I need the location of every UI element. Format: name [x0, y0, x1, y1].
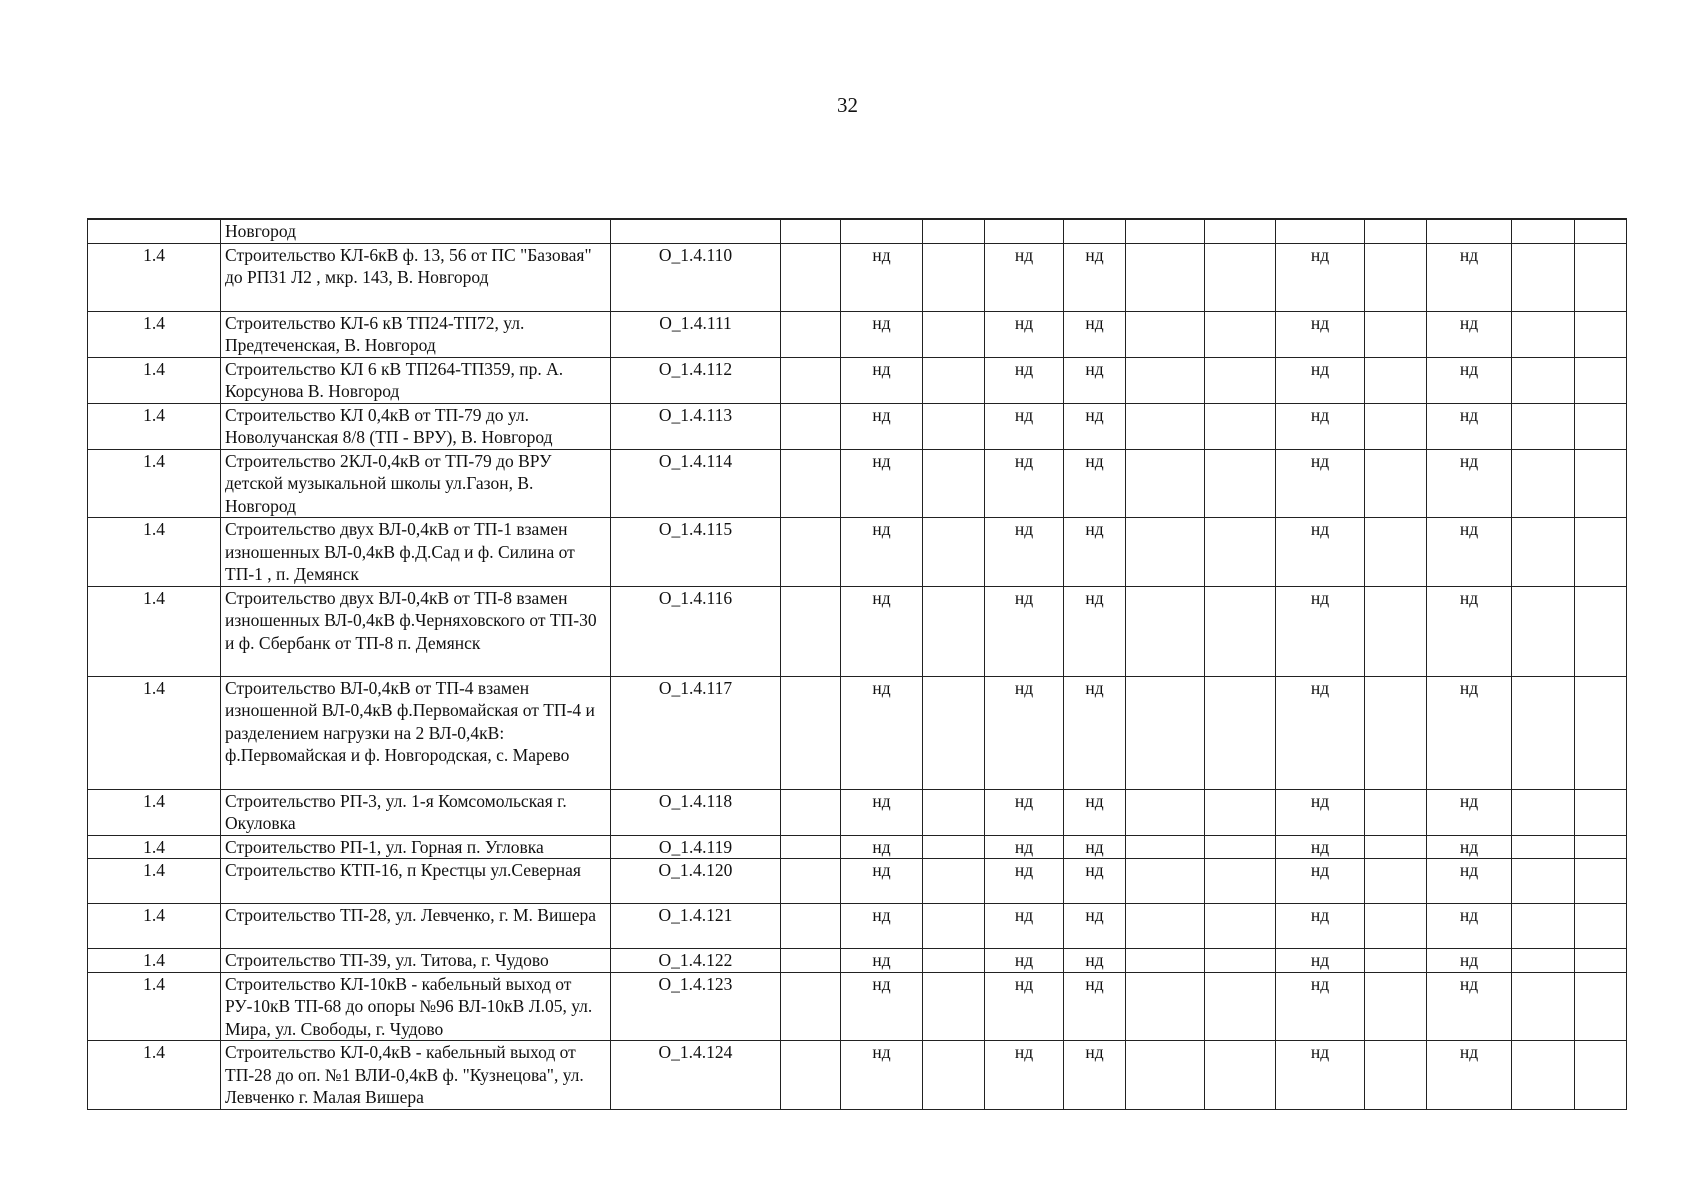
cell-empty [923, 449, 985, 518]
cell-mark: нд [841, 1041, 923, 1110]
cell-mark [1575, 311, 1627, 357]
cell-empty [1512, 972, 1575, 1041]
cell-mark: нд [985, 357, 1064, 403]
cell-empty [1205, 219, 1276, 243]
cell-empty [1512, 859, 1575, 904]
cell-empty [1126, 518, 1205, 587]
cell-description: Строительство двух ВЛ-0,4кВ от ТП-8 взамен изношенных ВЛ-0,4кВ ф.Черняховского от ТП-30 и ф. Сбербанк от ТП-8 п. Демянск [221, 586, 611, 676]
table-row [88, 403, 1627, 449]
cell-mark: нд [985, 859, 1064, 904]
cell-mark [1064, 219, 1126, 243]
table-row [88, 904, 1627, 949]
cell-mark: нд [1427, 403, 1512, 449]
cell-mark: нд [1427, 1041, 1512, 1110]
cell-code: О_1.4.119 [611, 835, 781, 859]
cell-empty [923, 403, 985, 449]
cell-empty [781, 676, 841, 789]
cell-mark: нд [841, 835, 923, 859]
cell-empty [1365, 243, 1427, 311]
cell-mark: нд [1427, 789, 1512, 835]
cell-number: 1.4 [88, 949, 221, 973]
cell-mark: нд [1064, 311, 1126, 357]
cell-empty [1512, 403, 1575, 449]
cell-empty [1512, 243, 1575, 311]
cell-empty [1365, 518, 1427, 587]
cell-mark: нд [1276, 949, 1365, 973]
cell-empty [1205, 835, 1276, 859]
cell-mark: нд [1064, 904, 1126, 949]
cell-empty [1365, 219, 1427, 243]
cell-mark: нд [1276, 1041, 1365, 1110]
cell-code [611, 219, 781, 243]
cell-empty [1365, 949, 1427, 973]
cell-number: 1.4 [88, 835, 221, 859]
cell-empty [781, 243, 841, 311]
cell-mark: нд [1064, 949, 1126, 973]
table-row [88, 219, 1627, 243]
cell-mark: нд [1427, 449, 1512, 518]
cell-empty [1512, 449, 1575, 518]
cell-mark: нд [1427, 835, 1512, 859]
cell-empty [1205, 311, 1276, 357]
cell-mark: нд [1064, 835, 1126, 859]
cell-empty [1365, 586, 1427, 676]
cell-empty [923, 972, 985, 1041]
cell-code: О_1.4.110 [611, 243, 781, 311]
cell-description: Строительство ВЛ-0,4кВ от ТП-4 взамен изношенной ВЛ-0,4кВ ф.Первомайская от ТП-4 и разделением нагрузки на 2 ВЛ-0,4кВ: ф.Первомайская и ф. Новгородская, с. Марево [221, 676, 611, 789]
cell-empty [923, 904, 985, 949]
cell-empty [923, 311, 985, 357]
cell-mark: нд [841, 586, 923, 676]
cell-mark [1575, 1041, 1627, 1110]
cell-mark [1575, 789, 1627, 835]
cell-description: Строительство РП-3, ул. 1-я Комсомольская г. Окуловка [221, 789, 611, 835]
cell-empty [1126, 357, 1205, 403]
cell-number [88, 219, 221, 243]
cell-mark: нд [1276, 859, 1365, 904]
cell-empty [1512, 586, 1575, 676]
table-body [88, 219, 1627, 1109]
cell-mark: нд [1064, 859, 1126, 904]
cell-empty [781, 972, 841, 1041]
cell-mark [1276, 219, 1365, 243]
cell-mark: нд [1064, 449, 1126, 518]
cell-empty [781, 1041, 841, 1110]
cell-mark: нд [1427, 586, 1512, 676]
cell-empty [1512, 219, 1575, 243]
cell-empty [1205, 904, 1276, 949]
cell-mark [1575, 949, 1627, 973]
cell-empty [1205, 357, 1276, 403]
cell-empty [1512, 1041, 1575, 1110]
table-row [88, 449, 1627, 518]
cell-mark: нд [985, 789, 1064, 835]
cell-empty [1126, 403, 1205, 449]
cell-mark: нд [841, 403, 923, 449]
cell-empty [1205, 403, 1276, 449]
cell-empty [1126, 835, 1205, 859]
cell-code: О_1.4.124 [611, 1041, 781, 1110]
cell-empty [1126, 1041, 1205, 1110]
cell-mark: нд [1276, 904, 1365, 949]
cell-mark: нд [1276, 357, 1365, 403]
page-number: 32 [837, 93, 858, 117]
cell-empty [1365, 403, 1427, 449]
cell-mark: нд [1064, 403, 1126, 449]
cell-number: 1.4 [88, 1041, 221, 1110]
table-row [88, 357, 1627, 403]
cell-description: Новгород [221, 219, 611, 243]
cell-code: О_1.4.117 [611, 676, 781, 789]
cell-mark: нд [1427, 859, 1512, 904]
cell-empty [1205, 518, 1276, 587]
cell-mark: нд [1064, 357, 1126, 403]
cell-code: О_1.4.120 [611, 859, 781, 904]
cell-description: Строительство КЛ-6 кВ ТП24-ТП72, ул. Предтеченская, В. Новгород [221, 311, 611, 357]
cell-code: О_1.4.113 [611, 403, 781, 449]
cell-empty [923, 243, 985, 311]
cell-empty [1512, 311, 1575, 357]
cell-mark: нд [841, 357, 923, 403]
cell-mark: нд [841, 949, 923, 973]
cell-mark [1575, 243, 1627, 311]
cell-code: О_1.4.122 [611, 949, 781, 973]
cell-number: 1.4 [88, 586, 221, 676]
cell-empty [1512, 949, 1575, 973]
cell-empty [1512, 789, 1575, 835]
cell-empty [781, 835, 841, 859]
cell-empty [1512, 357, 1575, 403]
cell-mark: нд [841, 676, 923, 789]
cell-mark: нд [985, 449, 1064, 518]
table-row [88, 676, 1627, 789]
cell-mark: нд [1276, 243, 1365, 311]
cell-number: 1.4 [88, 789, 221, 835]
investment-table [87, 218, 1627, 1110]
cell-mark: нд [985, 403, 1064, 449]
cell-mark: нд [1276, 789, 1365, 835]
cell-empty [1205, 676, 1276, 789]
cell-empty [1126, 586, 1205, 676]
cell-mark: нд [841, 518, 923, 587]
cell-number: 1.4 [88, 449, 221, 518]
cell-empty [1126, 904, 1205, 949]
cell-empty [923, 676, 985, 789]
cell-empty [781, 311, 841, 357]
cell-mark: нд [985, 904, 1064, 949]
cell-empty [923, 1041, 985, 1110]
cell-mark: нд [1427, 676, 1512, 789]
cell-mark: нд [985, 518, 1064, 587]
cell-empty [1126, 676, 1205, 789]
cell-empty [1512, 676, 1575, 789]
cell-code: О_1.4.121 [611, 904, 781, 949]
cell-empty [1126, 219, 1205, 243]
cell-mark: нд [1427, 972, 1512, 1041]
cell-mark: нд [1064, 789, 1126, 835]
cell-mark: нд [985, 835, 1064, 859]
cell-empty [1205, 972, 1276, 1041]
cell-mark: нд [1276, 518, 1365, 587]
cell-number: 1.4 [88, 311, 221, 357]
cell-empty [923, 586, 985, 676]
cell-mark: нд [841, 243, 923, 311]
cell-mark: нд [985, 311, 1064, 357]
table-row [88, 859, 1627, 904]
cell-mark: нд [1427, 518, 1512, 587]
cell-number: 1.4 [88, 859, 221, 904]
cell-empty [1365, 835, 1427, 859]
cell-empty [1205, 449, 1276, 518]
cell-empty [923, 357, 985, 403]
cell-code: О_1.4.123 [611, 972, 781, 1041]
cell-description: Строительство ТП-28, ул. Левченко, г. М. Вишера [221, 904, 611, 949]
cell-mark: нд [1276, 586, 1365, 676]
cell-code: О_1.4.111 [611, 311, 781, 357]
table-row [88, 835, 1627, 859]
table-row [88, 1041, 1627, 1110]
cell-description: Строительство 2КЛ-0,4кВ от ТП-79 до ВРУ детской музыкальной школы ул.Газон, В. Новгород [221, 449, 611, 518]
cell-mark: нд [841, 904, 923, 949]
cell-empty [1205, 949, 1276, 973]
cell-mark: нд [985, 1041, 1064, 1110]
cell-mark [1575, 972, 1627, 1041]
cell-code: О_1.4.116 [611, 586, 781, 676]
cell-mark: нд [1276, 449, 1365, 518]
cell-mark [1575, 676, 1627, 789]
cell-empty [923, 859, 985, 904]
cell-empty [1365, 904, 1427, 949]
cell-empty [923, 835, 985, 859]
cell-empty [1512, 835, 1575, 859]
cell-empty [1365, 357, 1427, 403]
table-row [88, 586, 1627, 676]
cell-number: 1.4 [88, 403, 221, 449]
cell-mark [841, 219, 923, 243]
cell-mark [1427, 219, 1512, 243]
cell-code: О_1.4.115 [611, 518, 781, 587]
cell-mark: нд [841, 972, 923, 1041]
cell-mark: нд [985, 972, 1064, 1041]
cell-empty [781, 789, 841, 835]
cell-empty [781, 357, 841, 403]
cell-empty [1126, 243, 1205, 311]
cell-empty [781, 859, 841, 904]
cell-mark: нд [1276, 972, 1365, 1041]
cell-mark: нд [1276, 403, 1365, 449]
cell-mark [1575, 518, 1627, 587]
table-row [88, 311, 1627, 357]
cell-description: Строительство РП-1, ул. Горная п. Угловка [221, 835, 611, 859]
cell-empty [1126, 449, 1205, 518]
cell-empty [1365, 676, 1427, 789]
cell-mark: нд [841, 311, 923, 357]
cell-code: О_1.4.112 [611, 357, 781, 403]
cell-empty [781, 904, 841, 949]
cell-description: Строительство КТП-16, п Крестцы ул.Северная [221, 859, 611, 904]
cell-empty [1126, 949, 1205, 973]
cell-empty [1126, 859, 1205, 904]
cell-empty [1365, 789, 1427, 835]
cell-description: Строительство КЛ-6кВ ф. 13, 56 от ПС "Базовая" до РП31 Л2 , мкр. 143, В. Новгород [221, 243, 611, 311]
cell-mark: нд [1064, 972, 1126, 1041]
cell-description: Строительство КЛ-10кВ - кабельный выход от РУ-10кВ ТП-68 до опоры №96 ВЛ-10кВ Л.05, ул. Мира, ул. Свободы, г. Чудово [221, 972, 611, 1041]
table-row [88, 518, 1627, 587]
cell-mark: нд [1064, 586, 1126, 676]
cell-mark: нд [985, 949, 1064, 973]
cell-empty [1205, 243, 1276, 311]
cell-mark: нд [1064, 518, 1126, 587]
cell-mark: нд [1427, 243, 1512, 311]
cell-number: 1.4 [88, 357, 221, 403]
cell-mark: нд [1064, 243, 1126, 311]
cell-empty [1205, 586, 1276, 676]
cell-mark [1575, 904, 1627, 949]
cell-empty [1512, 904, 1575, 949]
cell-mark: нд [1427, 904, 1512, 949]
cell-mark [1575, 357, 1627, 403]
cell-mark: нд [841, 859, 923, 904]
cell-mark [1575, 403, 1627, 449]
cell-mark: нд [1276, 311, 1365, 357]
cell-mark [1575, 586, 1627, 676]
cell-mark [1575, 835, 1627, 859]
table-row [88, 949, 1627, 973]
cell-empty [781, 586, 841, 676]
cell-mark: нд [1427, 311, 1512, 357]
cell-empty [1126, 311, 1205, 357]
cell-number: 1.4 [88, 518, 221, 587]
cell-empty [781, 449, 841, 518]
cell-empty [923, 949, 985, 973]
cell-empty [1365, 1041, 1427, 1110]
cell-mark: нд [1427, 357, 1512, 403]
cell-empty [1126, 789, 1205, 835]
cell-empty [781, 949, 841, 973]
cell-number: 1.4 [88, 972, 221, 1041]
cell-empty [1205, 859, 1276, 904]
cell-empty [1205, 1041, 1276, 1110]
cell-mark: нд [1276, 835, 1365, 859]
cell-empty [1205, 789, 1276, 835]
cell-mark: нд [1064, 676, 1126, 789]
table-row [88, 789, 1627, 835]
cell-empty [781, 403, 841, 449]
cell-description: Строительство КЛ-0,4кВ - кабельный выход от ТП-28 до оп. №1 ВЛИ-0,4кВ ф. "Кузнецова", ул. Левченко г. Малая Вишера [221, 1041, 611, 1110]
cell-description: Строительство ТП-39, ул. Титова, г. Чудово [221, 949, 611, 973]
cell-description: Строительство двух ВЛ-0,4кВ от ТП-1 взамен изношенных ВЛ-0,4кВ ф.Д.Сад и ф. Силина от ТП-1 , п. Демянск [221, 518, 611, 587]
cell-mark [985, 219, 1064, 243]
cell-empty [1365, 972, 1427, 1041]
cell-mark: нд [841, 789, 923, 835]
cell-empty [781, 518, 841, 587]
cell-mark: нд [985, 243, 1064, 311]
cell-empty [1126, 972, 1205, 1041]
cell-code: О_1.4.114 [611, 449, 781, 518]
cell-empty [923, 789, 985, 835]
cell-mark: нд [1427, 949, 1512, 973]
cell-description: Строительство КЛ 6 кВ ТП264-ТП359, пр. А. Корсунова В. Новгород [221, 357, 611, 403]
cell-description: Строительство КЛ 0,4кВ от ТП-79 до ул. Новолучанская 8/8 (ТП - ВРУ), В. Новгород [221, 403, 611, 449]
cell-number: 1.4 [88, 904, 221, 949]
table-row [88, 972, 1627, 1041]
cell-mark: нд [1064, 1041, 1126, 1110]
cell-mark [1575, 449, 1627, 518]
cell-code: О_1.4.118 [611, 789, 781, 835]
cell-empty [923, 219, 985, 243]
cell-empty [923, 518, 985, 587]
cell-number: 1.4 [88, 243, 221, 311]
cell-mark: нд [985, 676, 1064, 789]
cell-empty [1365, 311, 1427, 357]
cell-mark: нд [985, 586, 1064, 676]
cell-number: 1.4 [88, 676, 221, 789]
cell-empty [781, 219, 841, 243]
cell-mark [1575, 859, 1627, 904]
cell-empty [1365, 859, 1427, 904]
cell-mark: нд [1276, 676, 1365, 789]
table-row [88, 243, 1627, 311]
cell-mark [1575, 219, 1627, 243]
cell-mark: нд [841, 449, 923, 518]
cell-empty [1365, 449, 1427, 518]
cell-empty [1512, 518, 1575, 587]
